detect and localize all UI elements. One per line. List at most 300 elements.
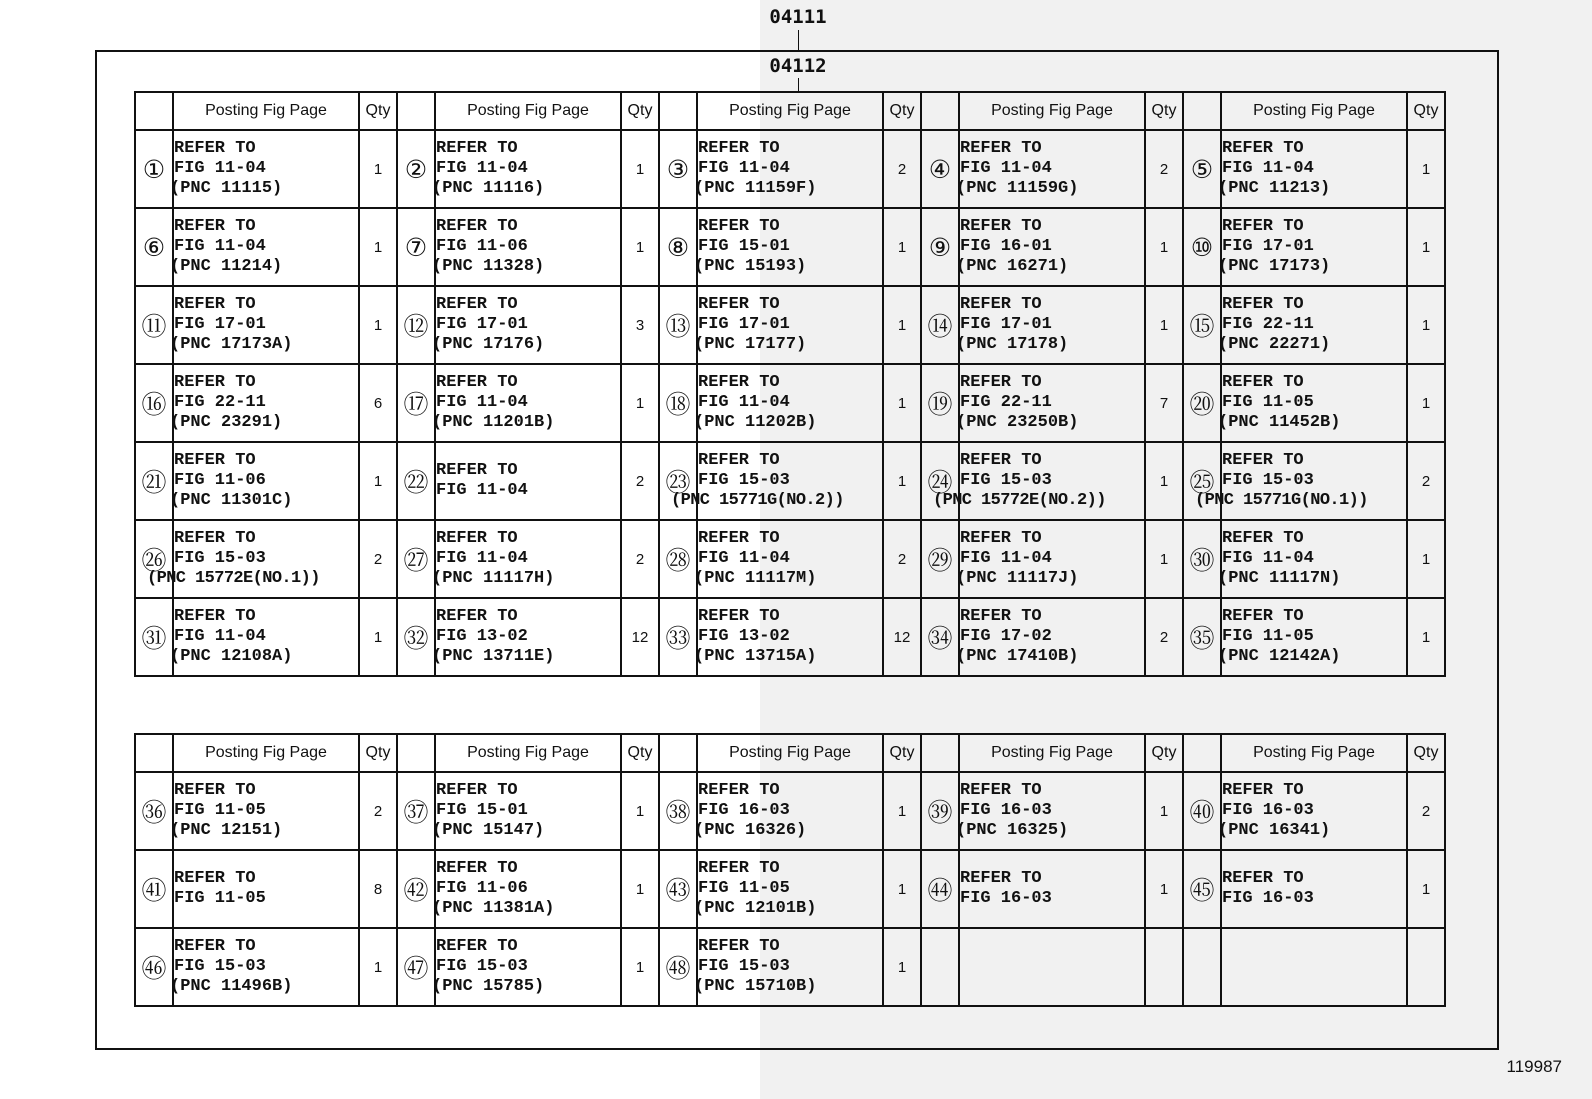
illustration-number: 119987 (1506, 1057, 1562, 1076)
fig-reference: FIG 11-04 (174, 237, 266, 256)
posting-reference (432, 772, 621, 850)
posting-reference (432, 208, 621, 286)
table-row (135, 364, 1445, 442)
pnc-reference: (PNC 11117N) (1218, 569, 1341, 588)
posting-reference (694, 364, 883, 442)
item-qty: 1 (1145, 772, 1183, 850)
header-index-blank (135, 92, 173, 130)
posting-reference (432, 286, 621, 364)
fig-reference: FIG 15-03 (174, 957, 266, 976)
item-qty: 6 (359, 364, 397, 442)
fig-reference: FIG 11-04 (960, 159, 1052, 178)
fig-reference: FIG 15-03 (436, 957, 528, 976)
header-qty: Qty (1407, 92, 1445, 130)
refer-to-text: REFER TO (174, 217, 256, 236)
item-qty: 1 (1407, 520, 1445, 598)
refer-to-text: REFER TO (1222, 607, 1304, 626)
fig-reference: FIG 17-01 (960, 315, 1052, 334)
posting-reference (1218, 208, 1407, 286)
header-index-blank (1183, 734, 1221, 772)
pnc-reference: (PNC 16341) (1218, 821, 1331, 840)
pnc-reference: (PNC 17176) (432, 335, 545, 354)
fig-reference: FIG 15-03 (960, 471, 1052, 490)
fig-reference: FIG 11-06 (436, 237, 528, 256)
refer-to-text: REFER TO (960, 373, 1042, 392)
posting-reference (170, 442, 359, 520)
fig-reference: FIG 11-04 (436, 549, 528, 568)
item-number: ㊷ (397, 850, 435, 928)
pnc-reference: (PNC 11201B) (432, 413, 555, 432)
item-number: ⑲ (921, 364, 959, 442)
item-number: ㊲ (397, 772, 435, 850)
item-number: ㊶ (135, 850, 173, 928)
header-qty: Qty (1145, 734, 1183, 772)
item-qty: 1 (1145, 208, 1183, 286)
item-qty: 1 (1407, 598, 1445, 676)
assembly-code-inner: 04112 (769, 55, 827, 77)
item-number (1183, 928, 1221, 1006)
item-qty: 1 (359, 286, 397, 364)
refer-to-text: REFER TO (1222, 451, 1304, 470)
pnc-reference: (PNC 11116) (432, 179, 545, 198)
fig-reference: FIG 11-04 (698, 393, 790, 412)
header-posting-fig-page: Posting Fig Page (435, 734, 621, 772)
fig-reference: FIG 16-03 (960, 889, 1052, 908)
item-number: ③ (659, 130, 697, 208)
item-number: ㉒ (397, 442, 435, 520)
item-number: ㊴ (921, 772, 959, 850)
item-qty: 12 (621, 598, 659, 676)
posting-reference (170, 130, 359, 208)
header-index-blank (659, 734, 697, 772)
fig-reference: FIG 11-06 (436, 879, 528, 898)
header-qty: Qty (359, 92, 397, 130)
pnc-reference: (PNC 17173A) (170, 335, 293, 354)
posting-reference (432, 520, 621, 598)
header-posting-fig-page: Posting Fig Page (435, 92, 621, 130)
pnc-reference: (PNC 22271) (1218, 335, 1331, 354)
item-number: ㊺ (1183, 850, 1221, 928)
pnc-reference: (PNC 11159F) (694, 179, 817, 198)
inner-code-leader (798, 78, 799, 92)
item-number: ㊹ (921, 850, 959, 928)
refer-to-text: REFER TO (174, 373, 256, 392)
item-number: ㉛ (135, 598, 173, 676)
item-qty: 1 (359, 928, 397, 1006)
fig-reference: FIG 17-01 (436, 315, 528, 334)
pnc-reference: (PNC 17178) (956, 335, 1069, 354)
pnc-reference: (PNC 15785) (432, 977, 545, 996)
header-row (135, 734, 1445, 772)
fig-reference: FIG 16-01 (960, 237, 1052, 256)
item-qty: 1 (359, 442, 397, 520)
fig-reference: FIG 11-04 (436, 159, 528, 178)
refer-to-text: REFER TO (960, 139, 1042, 158)
item-number: ⑧ (659, 208, 697, 286)
item-number: ⑪ (135, 286, 173, 364)
refer-to-text: REFER TO (698, 529, 780, 548)
posting-reference (956, 598, 1145, 676)
item-qty: 2 (359, 772, 397, 850)
pnc-reference: (PNC 13711E) (432, 647, 555, 666)
item-number: ㊱ (135, 772, 173, 850)
posting-reference (694, 286, 883, 364)
pnc-reference: (PNC 12142A) (1218, 647, 1341, 666)
item-qty: 1 (883, 442, 921, 520)
item-number (921, 928, 959, 1006)
header-index-blank (659, 92, 697, 130)
pnc-reference: (PNC 11452B) (1218, 413, 1341, 432)
pnc-reference: (PNC 11117M) (694, 569, 817, 588)
refer-to-text: REFER TO (698, 859, 780, 878)
header-index-blank (1183, 92, 1221, 130)
refer-to-text: REFER TO (1222, 139, 1304, 158)
pnc-reference: (PNC 16271) (956, 257, 1069, 276)
fig-reference: FIG 15-01 (698, 237, 790, 256)
refer-to-text: REFER TO (436, 461, 518, 480)
refer-to-text: REFER TO (960, 607, 1042, 626)
refer-to-text: REFER TO (436, 295, 518, 314)
posting-reference (694, 772, 883, 850)
item-qty: 1 (359, 598, 397, 676)
item-qty: 1 (1145, 286, 1183, 364)
item-number: ㉓ (659, 442, 697, 520)
fig-reference: FIG 11-04 (436, 481, 528, 500)
item-qty: 1 (1407, 364, 1445, 442)
refer-to-text: REFER TO (174, 781, 256, 800)
refer-to-text: REFER TO (698, 607, 780, 626)
item-qty: 2 (1407, 772, 1445, 850)
refer-to-text: REFER TO (1222, 295, 1304, 314)
refer-to-text: REFER TO (174, 869, 256, 888)
refer-to-text: REFER TO (436, 781, 518, 800)
refer-to-text: REFER TO (698, 139, 780, 158)
item-qty: 2 (1407, 442, 1445, 520)
refer-to-text: REFER TO (960, 295, 1042, 314)
table-row (135, 520, 1445, 598)
posting-reference (956, 520, 1145, 598)
posting-reference (694, 598, 883, 676)
refer-to-text: REFER TO (174, 295, 256, 314)
pnc-reference: (PNC 11214) (170, 257, 283, 276)
item-qty: 1 (1407, 286, 1445, 364)
fig-reference: FIG 16-03 (698, 801, 790, 820)
posting-reference (432, 598, 621, 676)
pnc-reference: (PNC 15193) (694, 257, 807, 276)
fig-reference: FIG 22-11 (960, 393, 1052, 412)
pnc-reference: (PNC 15771G(NO.2)) (671, 491, 844, 510)
pnc-reference: (PNC 12108A) (170, 647, 293, 666)
header-qty: Qty (883, 92, 921, 130)
posting-reference (956, 364, 1145, 442)
fig-reference: FIG 11-04 (698, 159, 790, 178)
posting-reference (694, 520, 883, 598)
header-qty: Qty (1407, 734, 1445, 772)
item-number: ⑭ (921, 286, 959, 364)
posting-reference (432, 364, 621, 442)
posting-reference (956, 208, 1145, 286)
item-number: ⑮ (1183, 286, 1221, 364)
posting-reference (170, 598, 359, 676)
posting-reference (432, 928, 621, 1006)
fig-reference: FIG 17-01 (174, 315, 266, 334)
item-number: ⑫ (397, 286, 435, 364)
item-number: ㊼ (397, 928, 435, 1006)
posting-reference (1218, 130, 1407, 208)
fig-reference: FIG 22-11 (174, 393, 266, 412)
pnc-reference: (PNC 15771G(NO.1)) (1195, 491, 1368, 510)
item-number: ㉝ (659, 598, 697, 676)
item-number: ㊽ (659, 928, 697, 1006)
refer-to-text: REFER TO (960, 217, 1042, 236)
pnc-reference: (PNC 11213) (1218, 179, 1331, 198)
pnc-reference: (PNC 12101B) (694, 899, 817, 918)
pnc-reference: (PNC 11496B) (170, 977, 293, 996)
pnc-reference: (PNC 17177) (694, 335, 807, 354)
posting-reference (694, 130, 883, 208)
header-posting-fig-page: Posting Fig Page (959, 92, 1145, 130)
header-qty: Qty (621, 92, 659, 130)
header-qty: Qty (1145, 92, 1183, 130)
refer-to-text: REFER TO (698, 937, 780, 956)
pnc-reference: (PNC 16325) (956, 821, 1069, 840)
item-qty: 1 (883, 286, 921, 364)
item-qty: 2 (621, 442, 659, 520)
item-number: ⑩ (1183, 208, 1221, 286)
fig-reference: FIG 15-01 (436, 801, 528, 820)
posting-reference (435, 442, 621, 520)
item-qty: 8 (359, 850, 397, 928)
pnc-reference: (PNC 11202B) (694, 413, 817, 432)
fig-reference: FIG 15-03 (698, 471, 790, 490)
pnc-reference: (PNC 17173) (1218, 257, 1331, 276)
pnc-reference: (PNC 17410B) (956, 647, 1079, 666)
header-posting-fig-page: Posting Fig Page (959, 734, 1145, 772)
posting-reference (694, 850, 883, 928)
header-index-blank (397, 734, 435, 772)
item-number: ⑳ (1183, 364, 1221, 442)
header-posting-fig-page: Posting Fig Page (1221, 734, 1407, 772)
table-row (135, 772, 1445, 850)
item-qty: 1 (883, 364, 921, 442)
item-number: ㉔ (921, 442, 959, 520)
header-row (135, 92, 1445, 130)
item-qty: 2 (883, 520, 921, 598)
header-posting-fig-page: Posting Fig Page (697, 734, 883, 772)
posting-reference (170, 286, 359, 364)
pnc-reference: (PNC 15772E(NO.2)) (933, 491, 1106, 510)
fig-reference: FIG 11-05 (698, 879, 790, 898)
item-number: ① (135, 130, 173, 208)
item-qty: 2 (359, 520, 397, 598)
posting-reference (432, 130, 621, 208)
fig-reference: FIG 11-04 (698, 549, 790, 568)
item-number: ⑨ (921, 208, 959, 286)
refer-to-text: REFER TO (1222, 529, 1304, 548)
item-number: ㉚ (1183, 520, 1221, 598)
item-number: ㊸ (659, 850, 697, 928)
posting-reference (432, 850, 621, 928)
fig-reference: FIG 15-03 (698, 957, 790, 976)
table-row (135, 598, 1445, 676)
item-qty: 1 (883, 208, 921, 286)
pnc-reference: (PNC 11328) (432, 257, 545, 276)
posting-reference (1218, 772, 1407, 850)
posting-reference (1221, 928, 1407, 1006)
item-qty: 1 (1407, 130, 1445, 208)
item-number: ⑰ (397, 364, 435, 442)
item-qty: 1 (621, 208, 659, 286)
header-qty: Qty (621, 734, 659, 772)
refer-to-text: REFER TO (436, 529, 518, 548)
refer-to-text: REFER TO (698, 295, 780, 314)
refer-to-text: REFER TO (1222, 869, 1304, 888)
header-index-blank (921, 92, 959, 130)
pnc-reference: (PNC 11301C) (170, 491, 293, 510)
refer-to-text: REFER TO (698, 217, 780, 236)
item-number: ⑬ (659, 286, 697, 364)
pnc-reference: (PNC 16326) (694, 821, 807, 840)
item-qty: 1 (621, 364, 659, 442)
refer-to-text: REFER TO (174, 529, 256, 548)
fig-reference: FIG 11-04 (436, 393, 528, 412)
refer-to-text: REFER TO (436, 139, 518, 158)
header-index-blank (921, 734, 959, 772)
posting-reference (956, 286, 1145, 364)
header-posting-fig-page: Posting Fig Page (173, 734, 359, 772)
item-number: ⑱ (659, 364, 697, 442)
item-qty (1407, 928, 1445, 1006)
posting-reference (173, 850, 359, 928)
posting-reference (170, 928, 359, 1006)
fig-reference: FIG 17-02 (960, 627, 1052, 646)
pnc-reference: (PNC 15772E(NO.1)) (147, 569, 320, 588)
item-number: ㉑ (135, 442, 173, 520)
item-qty: 12 (883, 598, 921, 676)
refer-to-text: REFER TO (174, 607, 256, 626)
table-row (135, 850, 1445, 928)
item-qty: 1 (359, 130, 397, 208)
fig-reference: FIG 11-06 (174, 471, 266, 490)
fig-reference: FIG 11-04 (1222, 159, 1314, 178)
item-number: ㉜ (397, 598, 435, 676)
item-qty: 2 (1145, 598, 1183, 676)
item-qty: 1 (621, 130, 659, 208)
assembly-code-outer: 04111 (769, 6, 827, 28)
pnc-reference: (PNC 15147) (432, 821, 545, 840)
posting-reference (956, 772, 1145, 850)
posting-reference (1218, 286, 1407, 364)
refer-to-text: REFER TO (174, 451, 256, 470)
table-row (135, 208, 1445, 286)
refer-to-text: REFER TO (1222, 217, 1304, 236)
header-posting-fig-page: Posting Fig Page (173, 92, 359, 130)
item-number: ⑯ (135, 364, 173, 442)
refer-to-text: REFER TO (436, 217, 518, 236)
fig-reference: FIG 13-02 (698, 627, 790, 646)
refer-to-text: REFER TO (436, 373, 518, 392)
fig-reference: FIG 15-03 (1222, 471, 1314, 490)
posting-reference (1218, 598, 1407, 676)
refer-to-text: REFER TO (1222, 373, 1304, 392)
pnc-reference: (PNC 11115) (170, 179, 283, 198)
fig-reference: FIG 13-02 (436, 627, 528, 646)
item-qty: 2 (1145, 130, 1183, 208)
item-qty: 1 (621, 928, 659, 1006)
item-qty: 1 (621, 850, 659, 928)
item-number: ④ (921, 130, 959, 208)
fig-reference: FIG 15-03 (174, 549, 266, 568)
fig-reference: FIG 22-11 (1222, 315, 1314, 334)
fig-reference: FIG 11-04 (174, 159, 266, 178)
table-row (135, 928, 1445, 1006)
item-qty: 3 (621, 286, 659, 364)
table-row (135, 442, 1445, 520)
refer-to-text: REFER TO (1222, 781, 1304, 800)
item-qty: 1 (1407, 208, 1445, 286)
pnc-reference: (PNC 11381A) (432, 899, 555, 918)
item-qty (1145, 928, 1183, 1006)
pnc-reference: (PNC 23250B) (956, 413, 1079, 432)
posting-reference (170, 208, 359, 286)
fig-reference: FIG 16-03 (1222, 889, 1314, 908)
item-number: ⑦ (397, 208, 435, 286)
fig-reference: FIG 11-05 (1222, 627, 1314, 646)
refer-to-text: REFER TO (960, 451, 1042, 470)
item-number: ⑤ (1183, 130, 1221, 208)
refer-to-text: REFER TO (698, 781, 780, 800)
posting-reference (170, 364, 359, 442)
item-qty: 1 (883, 928, 921, 1006)
item-number: ② (397, 130, 435, 208)
header-qty: Qty (359, 734, 397, 772)
item-qty: 1 (1145, 442, 1183, 520)
fig-reference: FIG 16-03 (1222, 801, 1314, 820)
header-index-blank (397, 92, 435, 130)
refer-to-text: REFER TO (436, 859, 518, 878)
item-qty: 1 (621, 772, 659, 850)
item-qty: 7 (1145, 364, 1183, 442)
item-number: ㉖ (135, 520, 173, 598)
pnc-reference: (PNC 11117J) (956, 569, 1079, 588)
pnc-reference: (PNC 13715A) (694, 647, 817, 666)
refer-to-text: REFER TO (960, 529, 1042, 548)
pnc-reference: (PNC 11117H) (432, 569, 555, 588)
parts-reference-table-2 (134, 733, 1446, 1007)
item-number: ㉞ (921, 598, 959, 676)
item-number: ㉙ (921, 520, 959, 598)
item-qty: 1 (1407, 850, 1445, 928)
refer-to-text: REFER TO (436, 937, 518, 956)
fig-reference: FIG 11-04 (174, 627, 266, 646)
fig-reference: FIG 11-05 (1222, 393, 1314, 412)
header-qty: Qty (883, 734, 921, 772)
item-qty: 1 (1145, 520, 1183, 598)
fig-reference: FIG 17-01 (1222, 237, 1314, 256)
refer-to-text: REFER TO (698, 373, 780, 392)
pnc-reference: (PNC 15710B) (694, 977, 817, 996)
posting-reference (959, 928, 1145, 1006)
table-row (135, 286, 1445, 364)
item-qty: 1 (883, 772, 921, 850)
item-number: ㉘ (659, 520, 697, 598)
item-number: ㊵ (1183, 772, 1221, 850)
item-qty: 2 (883, 130, 921, 208)
item-number: ㊻ (135, 928, 173, 1006)
fig-reference: FIG 11-05 (174, 801, 266, 820)
outer-code-leader (798, 30, 799, 50)
item-number: ㉗ (397, 520, 435, 598)
